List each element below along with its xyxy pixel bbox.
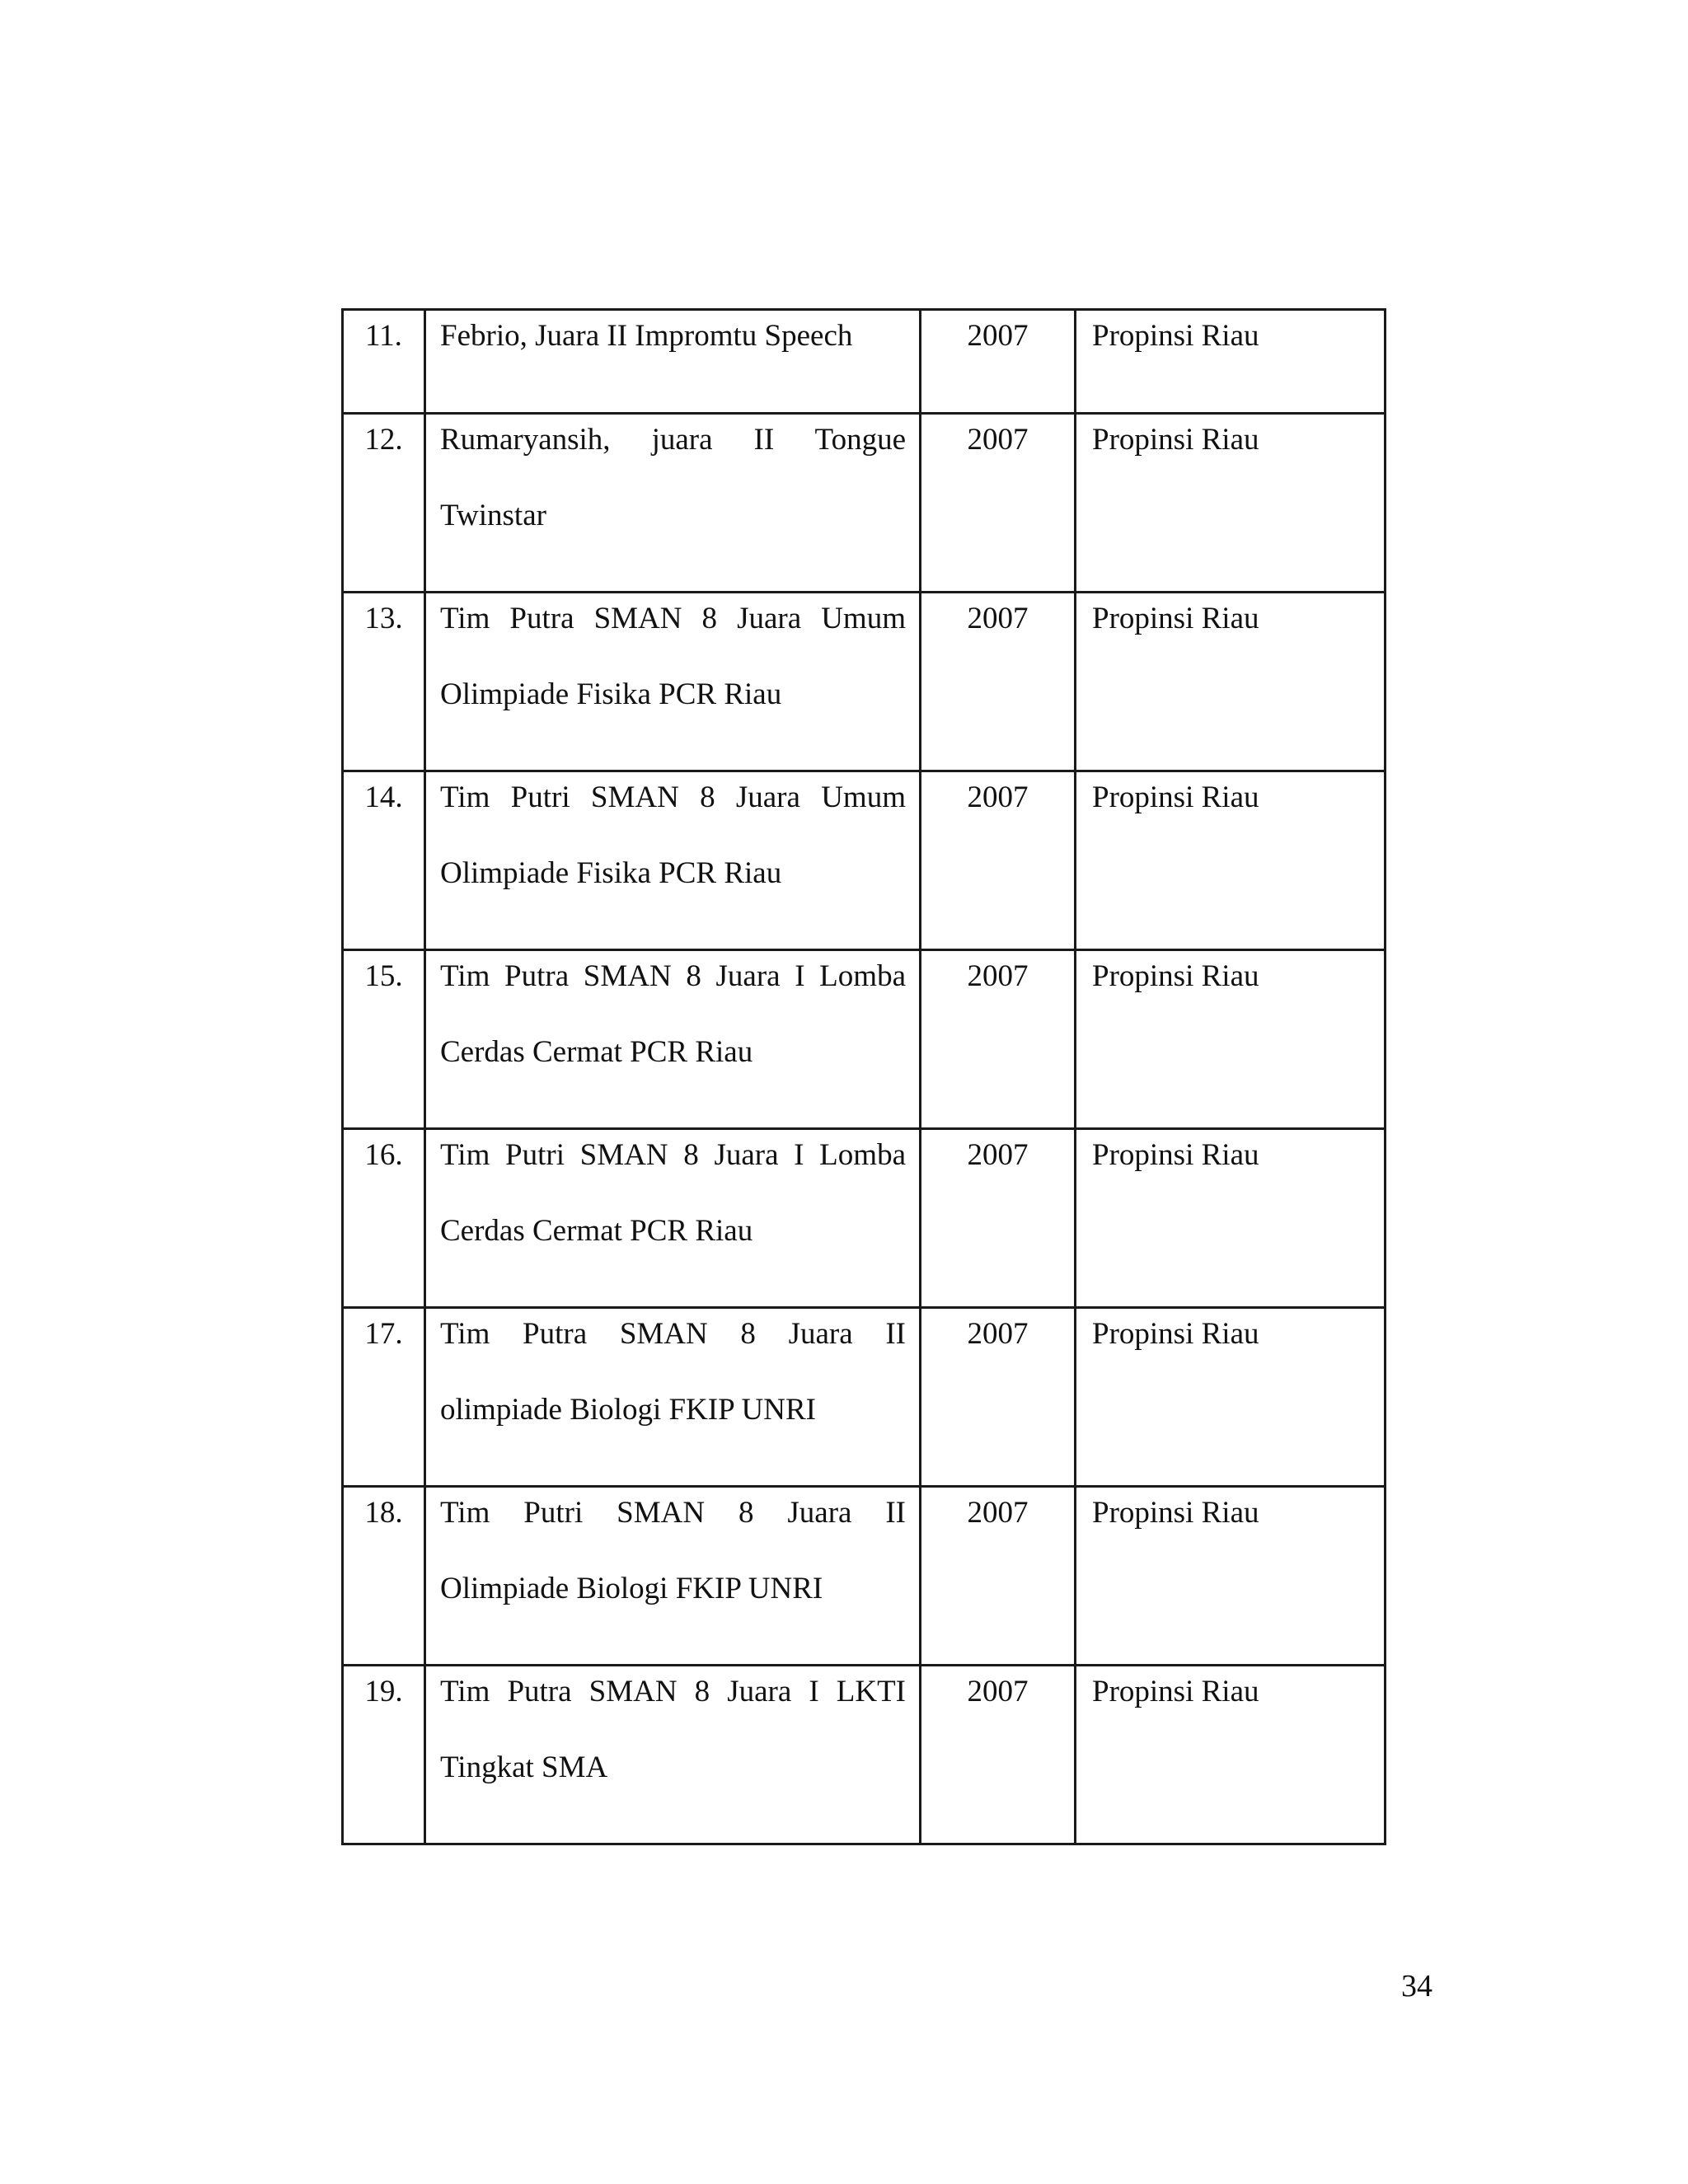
achievement-description: Tim Putra SMAN 8 Juara Umum Olimpiade Fisika PCR Riau [440, 602, 906, 711]
achievement-level: Propinsi Riau [1092, 780, 1259, 814]
achievement-description: Febrio, Juara II Impromtu Speech [440, 319, 853, 353]
achievement-year: 2007 [967, 1138, 1029, 1172]
level-cell [1076, 310, 1386, 414]
description-cell [425, 1129, 921, 1308]
row-number-cell [343, 593, 425, 771]
achievement-description: Tim Putri SMAN 8 Juara II Olimpiade Biologi FKIP UNRI [440, 1496, 906, 1605]
row-number-cell [343, 1666, 425, 1844]
description-cell [425, 414, 921, 593]
table-row [343, 414, 1386, 593]
row-number-cell [343, 310, 425, 414]
achievement-year: 2007 [967, 1317, 1029, 1351]
table-row [343, 593, 1386, 771]
level-cell [1076, 414, 1386, 593]
achievement-description: Tim Putra SMAN 8 Juara I Lomba Cerdas Cermat PCR Riau [440, 959, 906, 1069]
achievement-year: 2007 [967, 959, 1029, 993]
row-number-cell [343, 1308, 425, 1487]
achievement-year: 2007 [967, 780, 1029, 814]
level-cell [1076, 593, 1386, 771]
year-cell [921, 950, 1076, 1129]
row-number: 13. [364, 602, 403, 635]
year-cell [921, 1666, 1076, 1844]
achievements-table [341, 308, 1386, 1845]
achievement-description: Tim Putri SMAN 8 Juara I Lomba Cerdas Cermat PCR Riau [440, 1138, 906, 1248]
level-cell [1076, 771, 1386, 950]
row-number-cell [343, 1129, 425, 1308]
level-cell [1076, 1308, 1386, 1487]
row-number: 15. [364, 959, 403, 993]
year-cell [921, 1487, 1076, 1666]
achievement-description: Tim Putra SMAN 8 Juara I LKTI Tingkat SMA [440, 1675, 906, 1784]
row-number: 17. [364, 1317, 403, 1351]
row-number: 14. [364, 780, 403, 814]
achievement-level: Propinsi Riau [1092, 1496, 1259, 1530]
level-cell [1076, 950, 1386, 1129]
table-row [343, 310, 1386, 414]
table-row [343, 771, 1386, 950]
achievement-description: Tim Putri SMAN 8 Juara Umum Olimpiade Fisika PCR Riau [440, 780, 906, 890]
achievement-level: Propinsi Riau [1092, 1317, 1259, 1351]
year-cell [921, 1308, 1076, 1487]
table-row [343, 950, 1386, 1129]
row-number-cell [343, 1487, 425, 1666]
row-number: 12. [364, 423, 403, 457]
description-cell [425, 310, 921, 414]
table-row [343, 1308, 1386, 1487]
level-cell [1076, 1666, 1386, 1844]
page-number: 34 [1401, 1969, 1432, 2004]
achievement-level: Propinsi Riau [1092, 1675, 1259, 1708]
achievement-year: 2007 [967, 1496, 1029, 1530]
year-cell [921, 593, 1076, 771]
achievement-level: Propinsi Riau [1092, 959, 1259, 993]
achievement-description: Tim Putra SMAN 8 Juara II olimpiade Biologi FKIP UNRI [440, 1317, 906, 1427]
achievement-level: Propinsi Riau [1092, 423, 1259, 457]
year-cell [921, 771, 1076, 950]
row-number: 19. [364, 1675, 403, 1708]
achievement-level: Propinsi Riau [1092, 1138, 1259, 1172]
description-cell [425, 1666, 921, 1844]
year-cell [921, 1129, 1076, 1308]
level-cell [1076, 1129, 1386, 1308]
achievement-year: 2007 [967, 1675, 1029, 1708]
achievement-year: 2007 [967, 423, 1029, 457]
row-number: 16. [364, 1138, 403, 1172]
row-number-cell [343, 414, 425, 593]
table-row [343, 1487, 1386, 1666]
row-number-cell [343, 950, 425, 1129]
description-cell [425, 1487, 921, 1666]
achievement-description: Rumaryansih, juara II Tongue Twinstar [440, 423, 906, 532]
level-cell [1076, 1487, 1386, 1666]
description-cell [425, 1308, 921, 1487]
description-cell [425, 771, 921, 950]
achievement-level: Propinsi Riau [1092, 319, 1259, 353]
table-row [343, 1129, 1386, 1308]
description-cell [425, 950, 921, 1129]
achievement-level: Propinsi Riau [1092, 602, 1259, 635]
table-row [343, 1666, 1386, 1844]
achievement-year: 2007 [967, 319, 1029, 353]
year-cell [921, 414, 1076, 593]
year-cell [921, 310, 1076, 414]
row-number: 18. [364, 1496, 403, 1530]
row-number-cell [343, 771, 425, 950]
row-number: 11. [365, 319, 402, 353]
description-cell [425, 593, 921, 771]
achievement-year: 2007 [967, 602, 1029, 635]
